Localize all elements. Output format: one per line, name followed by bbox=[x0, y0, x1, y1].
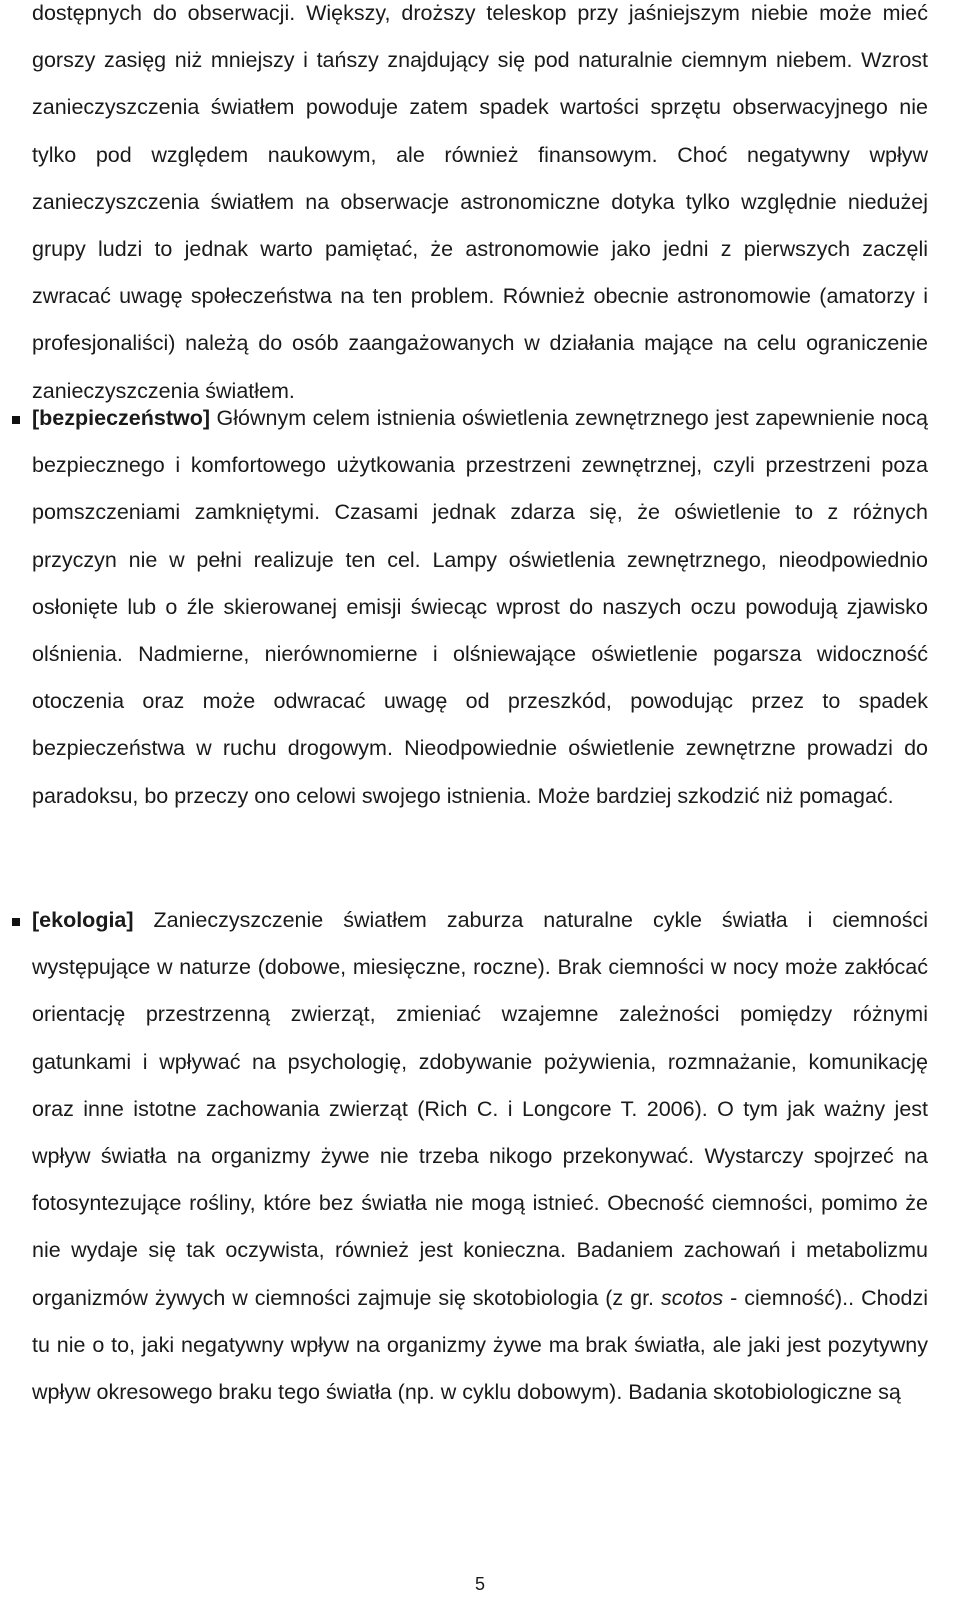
safety-tag: [bezpieczeństwo] bbox=[32, 406, 210, 430]
ecology-term: scotos bbox=[661, 1285, 724, 1310]
ecology-tag: [ekologia] bbox=[32, 908, 134, 932]
safety-paragraph bbox=[32, 395, 928, 820]
square-bullet-icon bbox=[12, 918, 20, 926]
bullet-item-safety bbox=[32, 395, 928, 820]
safety-text: Głównym celem istnienia oświetlenia zewnętrznego jest zapewnienie nocą bezpiecznego i komfortowego użytkowania przestrzeni zewnętrznej, czyli przestrzeni poza pomszczeniami zamkniętymi. Czasami jednak zdarza się, że oświetlenie to z różnych przyczyn nie w pełni realizuje ten cel. Lampy oświetlenia zewnętrznego, nieodpowiednio osłonięte lub o źle skierowanej emisji świecąc wprost do naszych oczu powodują zjawisko olśnienia. Nadmierne, nierównomierne i olśniewające oświetlenie pogarsza widoczność otoczenia oraz może odwracać uwagę od przeszkód, powodując przez to spadek bezpieczeństwa w ruchu drogowym. Nieodpowiednie oświetlenie zewnętrzne prowadzi do paradoksu, bo przeczy ono celowi swojego istnienia. Może bardziej szkodzić niż pomagać. bbox=[32, 406, 928, 808]
square-bullet-icon bbox=[12, 416, 20, 424]
ecology-text-before: Zanieczyszczenie światłem zaburza naturalne cykle światła i ciemności występujące w naturze (dobowe, miesięczne, roczne). Brak ciemności w nocy może zakłócać orientację przestrzenną zwierząt, zmieniać wzajemne zależności pomiędzy różnymi gatunkami i wpływać na psychologię, zdobywanie pożywienia, rozmnażanie, komunikację oraz inne istotne zachowania zwierząt (Rich C. i Longcore T. 2006). O tym jak ważny jest wpływ światła na organizmy żywe nie trzeba nikogo przekonywać. Wystarczy spojrzeć na fotosyntezujące rośliny, które bez światła nie mogą istnieć. Obecność ciemności, pomimo że nie wydaje się tak oczywista, również jest konieczna. Badaniem zachowań i metabolizmu organizmów żywych w ciemności zajmuje się skotobiologia (z gr. bbox=[32, 908, 928, 1310]
page-number: 5 bbox=[474, 1574, 485, 1594]
ecology-paragraph bbox=[32, 897, 928, 1416]
bullet-item-ecology bbox=[32, 897, 928, 1416]
ecology-text-after: - ciemność).. Chodzi tu nie o to, jaki negatywny wpływ na organizmy żywe ma brak światła, ale jaki jest pozytywny wpływ okresowego braku tego światła (np. w cyklu dobowym). Badania skotobiologiczne są bbox=[32, 1285, 929, 1405]
intro-paragraph: dostępnych do obserwacji. Większy, droższy teleskop przy jaśniejszym niebie może mieć gorszy zasięg niż mniejszy i tańszy znajdujący się pod naturalnie ciemnym niebem. Wzrost zanieczyszczenia światłem powoduje zatem spadek wartości sprzętu obserwacyjnego nie tylko pod względem naukowym, ale również finansowym. Choć negatywny wpływ zanieczyszczenia światłem na obserwacje astronomiczne dotyka tylko względnie niedużej grupy ludzi to jednak warto pamiętać, że astronomowie jako jedni z pierwszych zaczęli zwracać uwagę społeczeństwa na ten problem. Również obecnie astronomowie (amatorzy i profesjonaliści) należą do osób zaangażowanych w działania mające na celu ograniczenie zanieczyszczenia światłem. bbox=[32, 1, 928, 403]
